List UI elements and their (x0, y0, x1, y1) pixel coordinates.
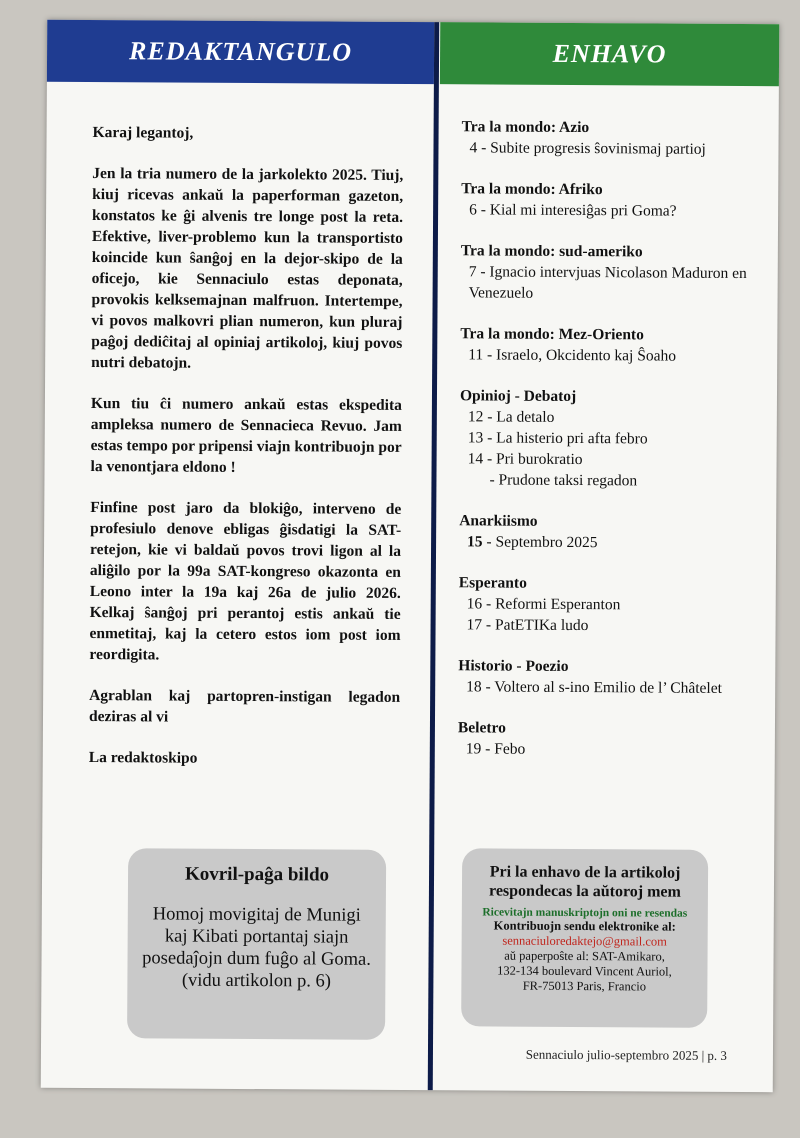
paragraph: Jen la tria numero de la jarkolekto 2025. Tiuj, kiuj ricevas ankaŭ la paperforman gazeton, konstatos ke ĝi alvenis tre longe post la reta. Efektive, liver-problemo kun la transportisto koincide kun ŝanĝoj en la dejor-skipo de la oficejo, kie Sennaciulo estas deponata, provokis kelksemajnan malfruon. Intertempe, vi povos malkovri plian numeron, kun pluraj paĝoj dediĉitaj al opiniaj artikoloj, kiuj povos nutri debatojn. (91, 165, 404, 372)
toc-item: 7 - Ignacio intervjuas Nicolason Maduron en Venezuelo (468, 263, 747, 302)
toc-section (458, 717, 761, 761)
signature: La redaktoskipo (88, 749, 198, 767)
contents-banner: ENHAVO (440, 22, 779, 86)
toc-section (461, 116, 764, 160)
toc-item: - Prudone taksi regadon (489, 471, 638, 490)
toc-item (459, 531, 762, 554)
editorial-banner: REDAKTANGULO (47, 20, 434, 84)
toc-heading: Tra la mondo: Azio (461, 118, 590, 137)
contact-line: 132-134 boulevard Vincent Auriol, (497, 963, 672, 979)
cover-caption-text: Homoj movigitaj de Munigi kaj Kibati portantaj siajn posedaĵojn dum fuĝo al Goma. (vidu artikolon p. 6) (142, 904, 371, 992)
toc-heading: Esperanto (458, 574, 527, 592)
toc-item: 6 - Kial mi interesiĝas pri Goma? (469, 201, 677, 220)
cover-caption-box (127, 848, 386, 1040)
editorial-text (43, 82, 434, 770)
contact-line: FR-75013 Paris, Francio (522, 978, 647, 994)
paragraph: Agrablan kaj partopren-instigan legadon deziras al vi (88, 687, 401, 726)
toc-page-number: 15 (467, 533, 483, 551)
toc-section (459, 385, 763, 492)
paragraph: Kun tiu ĉi numero ankaŭ estas ekspedita ampleksa numero de Sennacieca Revuo. Jam estas tempo por pripensi viajn kontribuojn por la venontjara eldono ! (90, 395, 402, 476)
toc-section (459, 572, 762, 637)
toc-item: 4 - Subite progresis ŝovinismaj partioj (469, 139, 706, 158)
manuscript-note: Ricevitajn manuskriptojn oni ne resendas (482, 906, 688, 920)
contact-line: Kontribuojn sendu elektronike al: (493, 918, 676, 934)
toc-heading: Tra la mondo: Mez-Oriento (460, 325, 644, 344)
toc-heading: Opinioj - Debatoj (459, 387, 577, 406)
editorial-column (41, 20, 435, 1090)
toc-section (458, 655, 761, 699)
contents-column (434, 22, 780, 1092)
toc-item: 13 - La histerio pri afta febro (467, 429, 648, 448)
toc-item: 16 - Reformi Esperanton (466, 595, 621, 614)
toc-item-title: - Septembro 2025 (482, 533, 598, 552)
toc-heading: Beletro (457, 719, 506, 737)
toc-item: 19 - Febo (465, 740, 526, 758)
toc-section (459, 510, 762, 554)
toc-item: 12 - La detalo (467, 408, 555, 426)
toc-heading: Historio - Poezio (458, 657, 569, 675)
page-footer: Sennaciulo julio-septembro 2025 | p. 3 (525, 1046, 728, 1063)
toc-item: 18 - Voltero al s-ino Emilio de l’ Châtelet (466, 678, 722, 697)
toc-section (461, 240, 764, 305)
toc-item: 11 - Israelo, Okcidento kaj Ŝoaho (468, 346, 677, 365)
toc-heading: Tra la mondo: Afriko (461, 180, 603, 199)
toc-item: 14 - Pri burokratio (467, 450, 583, 469)
toc-heading: Tra la mondo: sud-ameriko (460, 242, 643, 261)
disclaimer-title: Pri la enhavo de la artikoloj respondecas la aŭtoroj mem (488, 863, 681, 901)
cover-caption-title: Kovril-paĝa bildo (184, 863, 330, 886)
toc-section (461, 178, 764, 222)
magazine-page (41, 20, 780, 1092)
paragraph: Finfine post jaro da blokiĝo, interveno de profesiulo denove ebligas ĝisdatigi la SAT-retejon, kie vi baldaŭ povos trovi ligon al la aliĝilo por la 99a SAT-kongreso okazonta en Leono inter la 19a kaj 26a de julio 2026. Kelkaj ŝanĝoj pri perantoj estis ankaŭ tie enmetitaj, kaj la cetero estos iom post iom reordigita. (89, 499, 402, 664)
disclaimer-box (461, 848, 708, 1027)
toc-section (460, 323, 763, 367)
greeting: Karaj legantoj, (92, 124, 194, 142)
contact-line: aŭ paperpoŝte al: SAT-Amikaro, (504, 948, 665, 964)
toc-item: 17 - PatETIKa ludo (466, 616, 589, 635)
contact-email[interactable]: sennaciuloredaktejo@gmail.com (502, 933, 667, 949)
table-of-contents (436, 84, 779, 761)
toc-heading: Anarkiismo (459, 512, 538, 530)
